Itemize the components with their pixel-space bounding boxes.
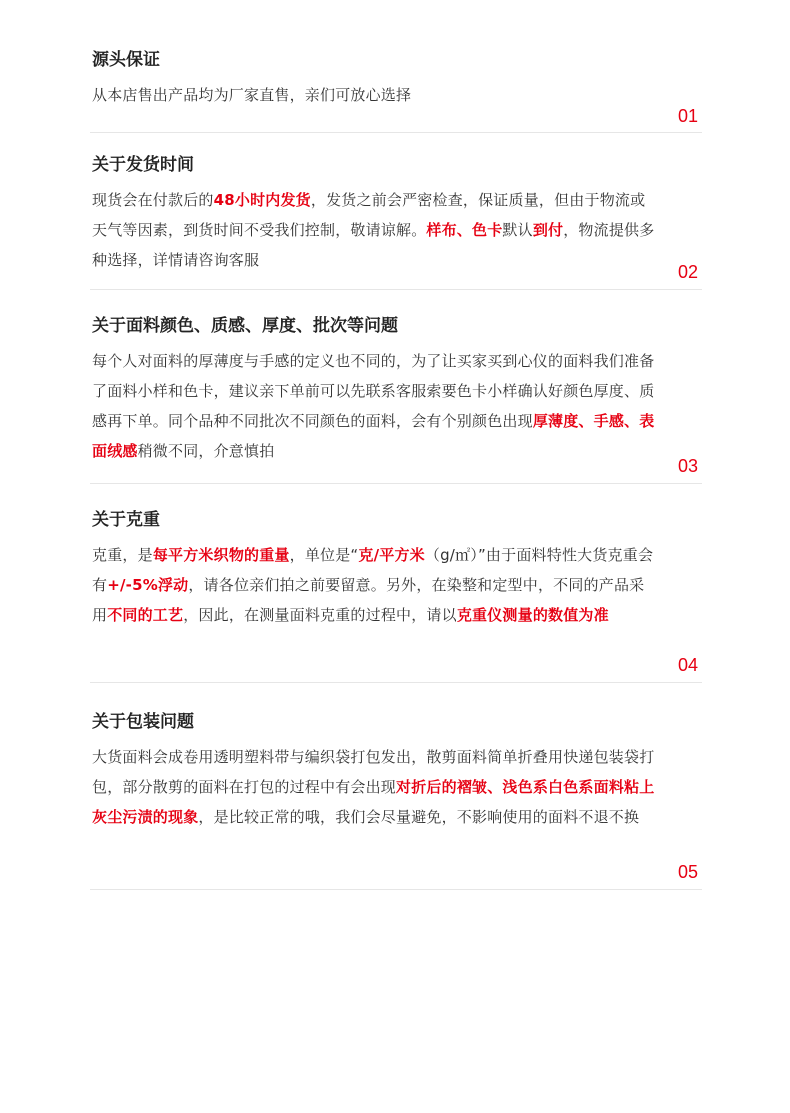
section-shipping-time [90, 133, 702, 290]
body-text: 每个人对面料的厚薄度与手感的定义也不同的，为了让买家买到心仪的面料我们准备了面料小样和色卡，建议亲下单前可以先联系客服索要色卡小样确认好颜色厚度、质感再下单。同个品种不同批次不同颜色的面料，会有个别颜色出现 [92, 352, 655, 430]
highlighted-text: 样布、色卡 [426, 221, 503, 239]
section-source-guarantee [90, 48, 702, 133]
section-number: 03 [677, 456, 698, 476]
section-body [92, 346, 658, 466]
section-packaging [90, 683, 702, 890]
body-text: ，单位是“ [289, 546, 359, 564]
section-body [92, 80, 658, 110]
highlighted-text: 每平方米织物的重量 [152, 546, 290, 564]
highlighted-text: 对折后的褶皱、浅色系白色系面料粘上灰尘污渍的现象 [92, 778, 655, 826]
body-text: 默认 [502, 221, 533, 239]
section-title: 关于发货时间 [92, 155, 194, 175]
body-text: ，因此，在测量面料克重的过程中，请以 [183, 606, 457, 624]
body-text: ，发货之前会严密检查，保证质量，但由于物流或天气等因素，到货时间不受我们控制，敬请谅解。 [92, 191, 646, 239]
highlighted-text: 到付 [532, 221, 564, 239]
body-text: （g/㎡）”由于面料特性大货克重会有 [92, 546, 654, 594]
section-body [92, 540, 658, 630]
highlighted-text: 克/平方米 [358, 546, 425, 564]
highlighted-text: 厚薄度、手感、表面绒感 [92, 412, 655, 460]
section-title: 关于面料颜色、质感、厚度、批次等问题 [92, 316, 398, 336]
highlighted-text: 克重仪测量的数值为准 [456, 606, 609, 624]
body-text: ，物流提供多种选择，详情请咨询客服 [92, 221, 655, 269]
section-number: 04 [677, 655, 698, 675]
highlighted-text: 48小时内发货 [213, 191, 311, 209]
body-text: ，是比较正常的哦，我们会尽量避免，不影响使用的面料不退不换 [198, 808, 640, 826]
section-fabric-variation [90, 290, 702, 484]
body-text: 克重，是 [92, 546, 153, 564]
section-fabric-weight [90, 484, 702, 683]
body-text: 现货会在付款后的 [92, 191, 214, 209]
highlighted-text: 不同的工艺 [107, 606, 184, 624]
body-text: ，请各位亲们拍之前要留意。另外，在染整和定型中，不同的产品采用 [92, 576, 645, 624]
section-title: 关于包装问题 [92, 712, 194, 732]
section-number: 02 [677, 262, 698, 282]
body-text: 稍微不同，介意慎拍 [137, 442, 275, 460]
section-body [92, 185, 658, 275]
body-text: 从本店售出产品均为厂家直售，亲们可放心选择 [92, 86, 412, 104]
notice-list [90, 48, 702, 890]
section-title: 关于克重 [92, 510, 160, 530]
section-number: 05 [677, 862, 698, 882]
highlighted-text: +/-5%浮动 [107, 576, 189, 594]
section-body [92, 742, 658, 832]
section-title: 源头保证 [92, 50, 160, 70]
body-text: 大货面料会成卷用透明塑料带与编织袋打包发出，散剪面料简单折叠用快递包装袋打包，部分散剪的面料在打包的过程中有会出现 [92, 748, 655, 796]
section-number: 01 [677, 106, 698, 126]
